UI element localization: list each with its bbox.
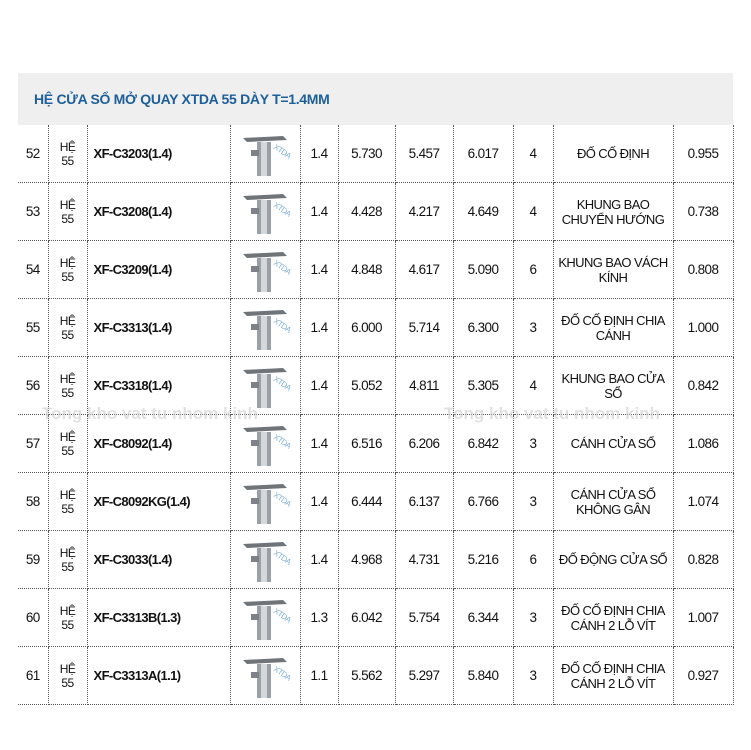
table-row bbox=[18, 589, 733, 647]
profile-image-cell bbox=[230, 589, 300, 647]
thickness: 1.4 bbox=[300, 299, 338, 357]
description: ĐỐ CỐ ĐỊNH bbox=[553, 125, 673, 183]
table-row bbox=[18, 473, 733, 531]
system-number: 55 bbox=[61, 675, 74, 690]
system-cell bbox=[48, 531, 87, 589]
system-label: HỆ bbox=[59, 661, 76, 676]
system-label: HỆ bbox=[59, 545, 76, 560]
weight: 1.007 bbox=[673, 589, 733, 647]
value-c: 6.300 bbox=[453, 299, 513, 357]
value-a: 4.848 bbox=[338, 241, 395, 299]
table-row bbox=[18, 647, 733, 705]
system-label: HỆ bbox=[59, 139, 76, 154]
row-number: 52 bbox=[18, 125, 48, 183]
weight: 1.086 bbox=[673, 415, 733, 473]
product-code: XF-C3313A(1.1) bbox=[87, 647, 230, 705]
row-number: 60 bbox=[18, 589, 48, 647]
value-a: 5.562 bbox=[338, 647, 395, 705]
product-code: XF-C3033(1.4) bbox=[87, 531, 230, 589]
thickness: 1.4 bbox=[300, 415, 338, 473]
quantity: 3 bbox=[513, 473, 553, 531]
profile-image-cell bbox=[230, 473, 300, 531]
system-cell bbox=[48, 241, 87, 299]
weight: 0.927 bbox=[673, 647, 733, 705]
row-number: 56 bbox=[18, 357, 48, 415]
value-a: 5.052 bbox=[338, 357, 395, 415]
weight: 0.955 bbox=[673, 125, 733, 183]
quantity: 6 bbox=[513, 241, 553, 299]
product-code: XF-C8092KG(1.4) bbox=[87, 473, 230, 531]
quantity: 4 bbox=[513, 183, 553, 241]
product-code: XF-C3313B(1.3) bbox=[87, 589, 230, 647]
profile-image-cell bbox=[230, 125, 300, 183]
profile-image bbox=[237, 304, 293, 352]
quantity: 6 bbox=[513, 531, 553, 589]
section-title: HỆ CỬA SỔ MỞ QUAY XTDA 55 DÀY T=1.4MM bbox=[18, 73, 733, 125]
value-a: 6.042 bbox=[338, 589, 395, 647]
profile-image bbox=[237, 536, 293, 584]
thickness: 1.4 bbox=[300, 183, 338, 241]
svg-text:XTDA: XTDA bbox=[271, 141, 293, 161]
quantity: 3 bbox=[513, 299, 553, 357]
thickness: 1.4 bbox=[300, 241, 338, 299]
value-c: 5.216 bbox=[453, 531, 513, 589]
value-c: 6.017 bbox=[453, 125, 513, 183]
profile-image-cell bbox=[230, 183, 300, 241]
profile-image-cell bbox=[230, 647, 300, 705]
row-number: 55 bbox=[18, 299, 48, 357]
system-label: HỆ bbox=[59, 255, 76, 270]
table-row bbox=[18, 125, 733, 183]
table-row bbox=[18, 531, 733, 589]
system-cell bbox=[48, 473, 87, 531]
svg-text:XTDA: XTDA bbox=[271, 547, 293, 567]
row-number: 57 bbox=[18, 415, 48, 473]
svg-text:XTDA: XTDA bbox=[271, 373, 293, 393]
profile-image bbox=[237, 246, 293, 294]
quantity: 4 bbox=[513, 125, 553, 183]
value-b: 5.754 bbox=[395, 589, 453, 647]
weight: 0.808 bbox=[673, 241, 733, 299]
profile-image bbox=[237, 478, 293, 526]
system-number: 55 bbox=[61, 211, 74, 226]
description: KHUNG BAO CỬA SỔ bbox=[553, 357, 673, 415]
value-b: 6.206 bbox=[395, 415, 453, 473]
value-b: 4.731 bbox=[395, 531, 453, 589]
product-code: XF-C3203(1.4) bbox=[87, 125, 230, 183]
system-number: 55 bbox=[61, 559, 74, 574]
row-number: 53 bbox=[18, 183, 48, 241]
value-c: 6.766 bbox=[453, 473, 513, 531]
system-label: HỆ bbox=[59, 313, 76, 328]
value-a: 4.428 bbox=[338, 183, 395, 241]
system-number: 55 bbox=[61, 269, 74, 284]
description: ĐỐ CỐ ĐỊNH CHIA CÁNH 2 LỖ VÍT bbox=[553, 647, 673, 705]
row-number: 61 bbox=[18, 647, 48, 705]
value-c: 5.305 bbox=[453, 357, 513, 415]
profile-image bbox=[237, 652, 293, 700]
value-c: 6.842 bbox=[453, 415, 513, 473]
quantity: 3 bbox=[513, 415, 553, 473]
thickness: 1.4 bbox=[300, 357, 338, 415]
value-a: 6.444 bbox=[338, 473, 395, 531]
product-code: XF-C3209(1.4) bbox=[87, 241, 230, 299]
weight: 1.000 bbox=[673, 299, 733, 357]
svg-text:XTDA: XTDA bbox=[271, 199, 293, 219]
table-row bbox=[18, 241, 733, 299]
description: ĐỐ ĐỘNG CỬA SỔ bbox=[553, 531, 673, 589]
value-a: 4.968 bbox=[338, 531, 395, 589]
system-label: HỆ bbox=[59, 197, 76, 212]
system-label: HỆ bbox=[59, 371, 76, 386]
svg-text:XTDA: XTDA bbox=[271, 257, 293, 277]
watermark: Tong kho vat tu nhom kinh bbox=[42, 404, 258, 423]
profile-image-cell bbox=[230, 241, 300, 299]
value-a: 6.516 bbox=[338, 415, 395, 473]
profile-image bbox=[237, 362, 293, 410]
row-number: 59 bbox=[18, 531, 48, 589]
product-code: XF-C8092(1.4) bbox=[87, 415, 230, 473]
weight: 0.842 bbox=[673, 357, 733, 415]
description: KHUNG BAO CHUYỂN HƯỚNG bbox=[553, 183, 673, 241]
profile-image-cell bbox=[230, 299, 300, 357]
row-number: 54 bbox=[18, 241, 48, 299]
value-b: 5.457 bbox=[395, 125, 453, 183]
description: ĐỐ CỐ ĐỊNH CHIA CÁNH 2 LỖ VÍT bbox=[553, 589, 673, 647]
value-c: 5.840 bbox=[453, 647, 513, 705]
profile-image bbox=[237, 188, 293, 236]
table-row bbox=[18, 299, 733, 357]
system-label: HỆ bbox=[59, 487, 76, 502]
thickness: 1.1 bbox=[300, 647, 338, 705]
svg-text:XTDA: XTDA bbox=[271, 315, 293, 335]
product-code: XF-C3208(1.4) bbox=[87, 183, 230, 241]
value-c: 5.090 bbox=[453, 241, 513, 299]
product-code: XF-C3318(1.4) bbox=[87, 357, 230, 415]
system-number: 55 bbox=[61, 501, 74, 516]
profile-image bbox=[237, 594, 293, 642]
thickness: 1.4 bbox=[300, 473, 338, 531]
table-row bbox=[18, 183, 733, 241]
value-b: 5.714 bbox=[395, 299, 453, 357]
value-c: 6.344 bbox=[453, 589, 513, 647]
thickness: 1.3 bbox=[300, 589, 338, 647]
quantity: 3 bbox=[513, 647, 553, 705]
value-b: 4.811 bbox=[395, 357, 453, 415]
quantity: 4 bbox=[513, 357, 553, 415]
profile-image-cell bbox=[230, 531, 300, 589]
weight: 0.828 bbox=[673, 531, 733, 589]
value-a: 6.000 bbox=[338, 299, 395, 357]
system-label: HỆ bbox=[59, 429, 76, 444]
description: CÁNH CỬA SỔ bbox=[553, 415, 673, 473]
description: CÁNH CỬA SỔ KHÔNG GÂN bbox=[553, 473, 673, 531]
system-cell bbox=[48, 183, 87, 241]
profile-image bbox=[237, 420, 293, 468]
system-cell bbox=[48, 125, 87, 183]
system-cell bbox=[48, 589, 87, 647]
system-number: 55 bbox=[61, 617, 74, 632]
weight: 0.738 bbox=[673, 183, 733, 241]
value-b: 4.617 bbox=[395, 241, 453, 299]
system-number: 55 bbox=[61, 153, 74, 168]
svg-text:XTDA: XTDA bbox=[271, 489, 293, 509]
product-table-section bbox=[18, 73, 733, 705]
value-a: 5.730 bbox=[338, 125, 395, 183]
product-code: XF-C3313(1.4) bbox=[87, 299, 230, 357]
thickness: 1.4 bbox=[300, 531, 338, 589]
system-number: 55 bbox=[61, 385, 74, 400]
weight: 1.074 bbox=[673, 473, 733, 531]
svg-text:XTDA: XTDA bbox=[271, 663, 293, 683]
value-c: 4.649 bbox=[453, 183, 513, 241]
thickness: 1.4 bbox=[300, 125, 338, 183]
system-label: HỆ bbox=[59, 603, 76, 618]
row-number: 58 bbox=[18, 473, 48, 531]
value-b: 5.297 bbox=[395, 647, 453, 705]
value-b: 6.137 bbox=[395, 473, 453, 531]
system-cell bbox=[48, 299, 87, 357]
value-b: 4.217 bbox=[395, 183, 453, 241]
profile-image bbox=[237, 130, 293, 178]
system-number: 55 bbox=[61, 327, 74, 342]
system-cell bbox=[48, 647, 87, 705]
watermark: Tong kho vat tu nhom kinh bbox=[444, 404, 660, 423]
quantity: 3 bbox=[513, 589, 553, 647]
system-number: 55 bbox=[61, 443, 74, 458]
svg-text:XTDA: XTDA bbox=[271, 605, 293, 625]
svg-text:XTDA: XTDA bbox=[271, 431, 293, 451]
description: KHUNG BAO VÁCH KÍNH bbox=[553, 241, 673, 299]
description: ĐỐ CỐ ĐỊNH CHIA CÁNH bbox=[553, 299, 673, 357]
